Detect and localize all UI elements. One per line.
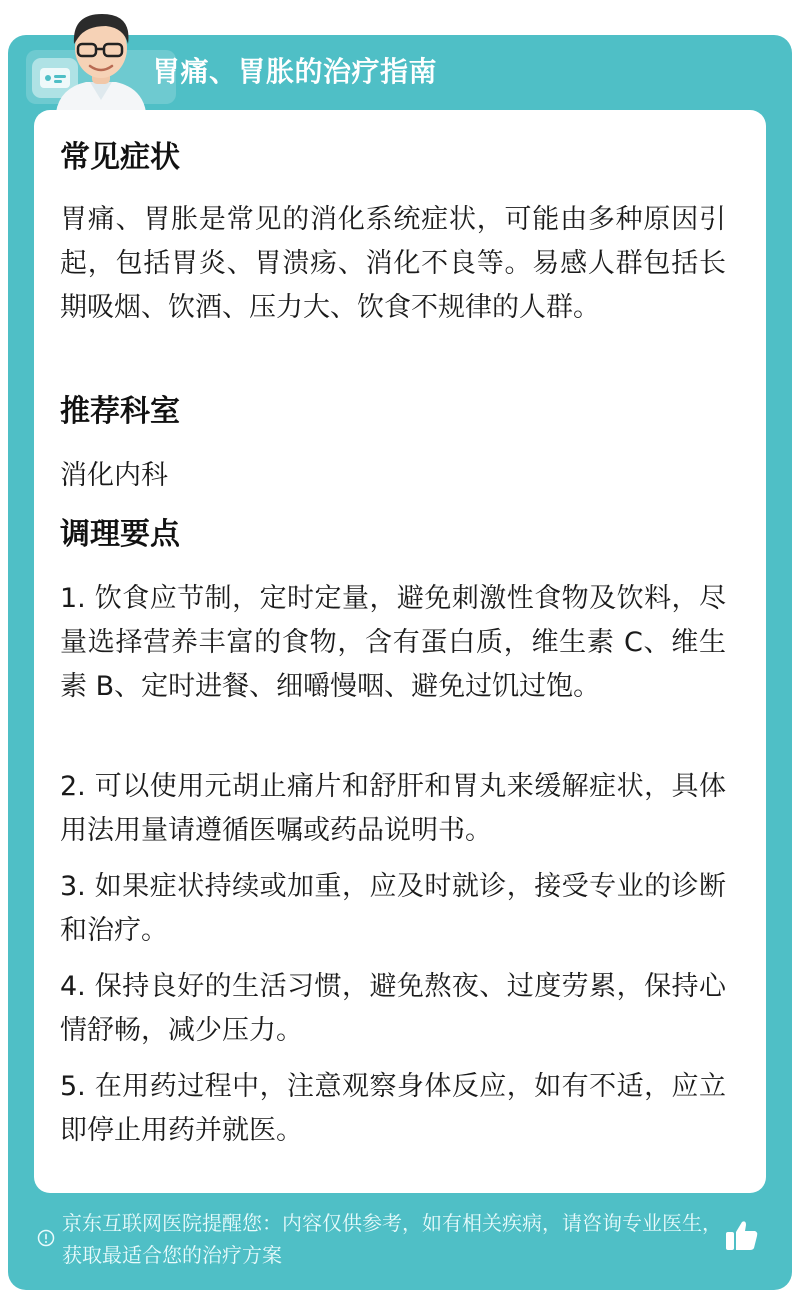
- care-item: 5. 在用药过程中，注意观察身体反应，如有不适，应立即停止用药并就医。: [60, 1071, 726, 1146]
- department-text: 消化内科: [60, 460, 168, 491]
- care-item: 2. 可以使用元胡止痛片和舒肝和胃丸来缓解症状，具体用法用量请遵循医嘱或药品说明书。: [60, 771, 726, 846]
- content-panel: [34, 110, 766, 1193]
- section-heading-symptoms: 常见症状: [60, 140, 180, 175]
- section-heading-care: 调理要点: [60, 517, 180, 552]
- section-heading-department: 推荐科室: [60, 394, 180, 429]
- doctor-avatar-icon: [46, 4, 156, 112]
- page-title: 胃痛、胃胀的治疗指南: [152, 55, 438, 88]
- info-icon: [37, 1229, 55, 1247]
- disclaimer-text: 京东互联网医院提醒您：内容仅供参考，如有相关疾病，请咨询专业医生，获取最适合您的治疗方案: [62, 1211, 722, 1267]
- care-item: 1. 饮食应节制，定时定量，避免刺激性食物及饮料，尽量选择营养丰富的食物，含有蛋白质，维生素 C、维生素 B、定时进餐、细嚼慢咽、避免过饥过饱。: [60, 583, 726, 702]
- care-item: 4. 保持良好的生活习惯，避免熬夜、过度劳累，保持心情舒畅，减少压力。: [60, 971, 726, 1046]
- symptoms-text: 胃痛、胃胀是常见的消化系统症状，可能由多种原因引起，包括胃炎、胃溃疡、消化不良等。易感人群包括长期吸烟、饮酒、压力大、饮食不规律的人群。: [60, 204, 726, 323]
- care-item: 3. 如果症状持续或加重，应及时就诊，接受专业的诊断和治疗。: [60, 871, 726, 946]
- thumbs-up-icon[interactable]: [724, 1218, 760, 1252]
